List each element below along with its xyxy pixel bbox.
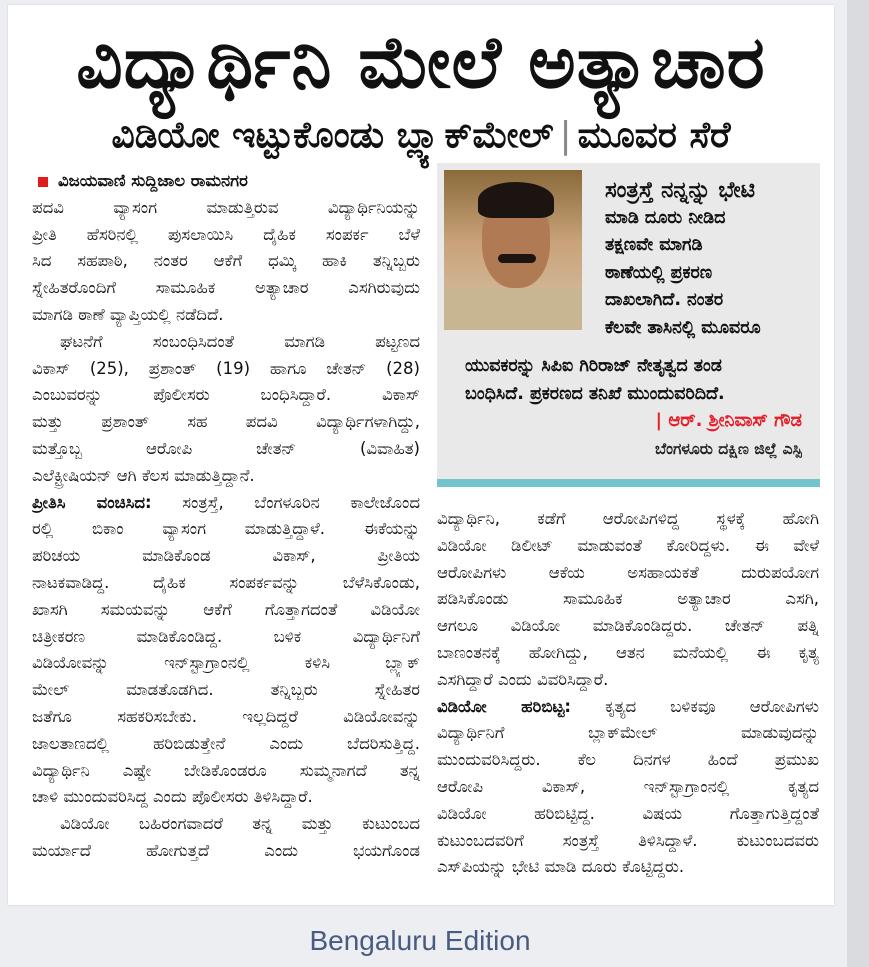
byline (32, 168, 420, 195)
text-line: ಆರೋಪಿ ವಿಕಾಸ್, ಇನ್‌ಸ್ಟಾಗ್ರಾಂನಲ್ಲಿ ಕೃತ್ಯದ (437, 776, 819, 796)
text-line: ಎಂಬುವರನ್ನು ಪೊಲೀಸರು ಬಂಧಿಸಿದ್ದಾರೆ. ವಿಕಾಸ್ (32, 385, 420, 405)
left-column (32, 168, 420, 865)
subheadline (8, 111, 834, 161)
headline: ವಿದ್ಯಾರ್ಥಿನಿ ಮೇಲೆ ಅತ್ಯಾಚಾರ (76, 20, 766, 104)
quote-line: ಠಾಣೆಯಲ್ಲಿ ಪ್ರಕರಣ (605, 262, 713, 283)
paragraph-6 (437, 720, 819, 881)
text-line: ಬಾಣಂತನಕ್ಕೆ ಹೋಗಿದ್ದು, ಆತನ ಮನೆಯಲ್ಲಿ ಈ ಕೃತ್ಯ (437, 642, 819, 662)
text-line: ವಿಡಿಯೋ ಬಹಿರಂಗವಾದರೆ ತನ್ನ ಮತ್ತು ಕುಟುಂಬದ (60, 814, 420, 834)
quote-line: ಕೆಲವೇ ತಾಸಿನಲ್ಲಿ ಮೂವರೂ (605, 317, 761, 338)
paragraph-6-first-line (437, 694, 819, 721)
text-line: ಘಟನೆಗೆ ಸಂಬಂಧಿಸಿದಂತೆ ಮಾಗಡಿ ಪಟ್ಟಣದ (60, 331, 420, 351)
text-line: ರಲ್ಲಿ ಬಿಕಾಂ ವ್ಯಾಸಂಗ ಮಾಡುತ್ತಿದ್ದಾಳೆ. ಈಕೆಯನ್ನು (32, 519, 420, 539)
text-line: ವಿಕಾಸ್ (25), ಪ್ರಶಾಂತ್ (19) ಹಾಗೂ ಚೇತನ್ (28) (32, 358, 420, 378)
text-line: ಪಡಿಸಿಕೊಂಡು ಸಾಮೂಹಿಕ ಅತ್ಯಾಚಾರ ಎಸಗಿ, (437, 589, 819, 609)
quote-text-short (605, 177, 761, 342)
paragraph-1 (32, 195, 420, 329)
paragraph-5 (437, 506, 819, 694)
side-scroll-strip (847, 0, 869, 967)
text-line: ವಿದ್ಯಾರ್ಥಿನಿ ಎಷ್ಟೇ ಬೇಡಿಕೊಂಡರೂ ಸುಮ್ಮನಾಗದೆ ತನ್ನ (32, 760, 420, 780)
subhead-video-haribitta: ವಿಡಿಯೋ ಹರಿಬಿಟ್ಟ: (437, 696, 571, 716)
text-line: ವಿಡಿಯೋವನ್ನು ಇನ್‌ಸ್ಟಾಗ್ರಾಂನಲ್ಲಿ ಕಳಿಸಿ ಬ್ಲ್ಯಾಕ್ (32, 653, 420, 673)
text-line: ಕುಟುಂಬದವರಿಗೆ ಸಂತ್ರಸ್ತೆ ತಿಳಿಸಿದ್ದಾಳೆ. ಕುಟುಂಬದವರು (437, 830, 819, 850)
subheadline-left: ವಿಡಿಯೋ ಇಟ್ಟುಕೊಂಡು ಬ್ಲ್ಯಾಕ್‌ಮೇಲ್ (111, 115, 554, 156)
paragraph-4 (32, 811, 420, 865)
subheadline-right: ಮೂವರ ಸೆರೆ (577, 115, 731, 156)
text-line: ಎಲೆಕ್ಟ್ರೀಷಿಯನ್ ಆಗಿ ಕೆಲಸ ಮಾಡುತ್ತಿದ್ದಾನೆ. (32, 465, 255, 485)
text-line: ಆಗಲೂ ವಿಡಿಯೋ ಮಾಡಿಕೊಂಡಿದ್ದರು. ಚೇತನ್ ಪತ್ನಿ (437, 616, 819, 636)
quote-line: ತಕ್ಷಣವೇ ಮಾಗಡಿ (605, 235, 703, 255)
text-line: ಎಸಗಿದ್ದಾರೆ ಎಂದು ವಿವರಿಸಿದ್ದಾರೆ. (437, 669, 609, 689)
text-line: ಮುಂದುವರಿಸಿದ್ದರು. ಕೆಲ ದಿನಗಳ ಹಿಂದೆ ಪ್ರಮುಖ (437, 750, 819, 770)
teal-bar (437, 479, 820, 487)
text-line: ವಿಡಿಯೋ ಡಿಲೀಟ್ ಮಾಡುವಂತೆ ಕೋರಿದ್ದಳು. ಈ ವೇಳೆ (437, 535, 819, 555)
quote-text-full (465, 353, 725, 408)
quote-line: ಸಂತ್ರಸ್ತೆ ನನ್ನನ್ನು ಭೇಟಿ (605, 178, 756, 203)
subheadline-separator: | (559, 115, 572, 156)
uniform (444, 288, 582, 330)
text-line: ಮತ್ತು ಪ್ರಶಾಂತ್ ಸಹ ಪದವಿ ವಿದ್ಯಾರ್ಥಿಗಳಾಗಿದ್ದು, (32, 412, 420, 432)
mustache (498, 254, 536, 263)
text-line: ವಿಡಿಯೋ ಹರಿಬಿಟ್ಟಿದ್ದ. ವಿಷಯ ಗೊತ್ತಾಗುತ್ತಿದ್ದಂತೆ (437, 803, 819, 823)
text-line: ಪರಿಚಯ ಮಾಡಿಕೊಂಡ ವಿಕಾಸ್, ಪ್ರೀತಿಯ (32, 546, 420, 566)
text-line: ಚಾಳಿ ಮುಂದುವರಿಸಿದ್ದ ಎಂದು ಪೊಲೀಸರು ತಿಳಿಸಿದ್ದಾರೆ. (32, 787, 313, 807)
text-line: ಪದವಿ ವ್ಯಾಸಂಗ ಮಾಡುತ್ತಿರುವ ವಿದ್ಯಾರ್ಥಿನಿಯನ್ನು (32, 197, 420, 217)
right-column (437, 506, 819, 881)
text-line: ನಾಟಕವಾಡಿದ್ದ. ದೈಹಿಕ ಸಂಪರ್ಕವನ್ನು ಬೆಳೆಸಿಕೊಂಡು, (32, 572, 420, 592)
paragraph-3-first-line (32, 490, 420, 517)
text-line: ವಿದ್ಯಾರ್ಥಿನಿಗೆ ಬ್ಲಾಕ್‌ಮೇಲ್ ಮಾಡುವುದನ್ನು (437, 723, 819, 743)
quote-line: ದಾಖಲಾಗಿದೆ. ನಂತರ (605, 290, 724, 310)
text-line: ಎಸ್‌ಪಿಯನ್ನು ಭೇಟಿ ಮಾಡಿ ದೂರು ಕೊಟ್ಟಿದ್ದರು. (437, 857, 685, 877)
paragraph-3 (32, 516, 420, 811)
subhead-preethisi: ಪ್ರೀತಿಸಿ ವಂಚಿಸಿದ: (32, 492, 152, 512)
text-line: ವಿದ್ಯಾರ್ಥಿನಿ, ಕಡೆಗೆ ಆರೋಪಿಗಳಿದ್ದ ಸ್ಥಳಕ್ಕೆ ಹೋಗಿ (437, 509, 819, 528)
text-line: ಆರೋಪಿಗಳು ಆಕೆಯ ಅಸಹಾಯಕತೆ ದುರುಪಯೋಗ (437, 562, 819, 582)
edition-label: Bengaluru Edition (309, 925, 531, 956)
paragraph-2 (32, 329, 420, 490)
line-text: ಕೃತ್ಯದ ಬಳಿಕವೂ ಆರೋಪಿಗಳು (605, 696, 819, 716)
text-line: ಮೇಲ್ ಮಾಡತೊಡಗಿದ. ತನ್ನಿಬ್ಬರು ಸ್ನೇಹಿತರ (32, 680, 420, 700)
quote-box (437, 163, 820, 479)
text-line: ಚಿತ್ರೀಕರಣ ಮಾಡಿಕೊಂಡಿದ್ದ. ಬಳಿಕ ವಿದ್ಯಾರ್ಥಿನಿಗೆ (32, 626, 420, 646)
byline-text: ವಿಜಯವಾಣಿ ಸುದ್ದಿಜಾಲ ರಾಮನಗರ (58, 171, 248, 190)
text-line: ಮತ್ತೊಬ್ಬ ಆರೋಪಿ ಚೇತನ್ (ವಿವಾಹಿತ) (32, 438, 420, 458)
line-text: ಸಂತ್ರಸ್ತೆ, ಬೆಂಗಳೂರಿನ ಕಾಲೇಜೊಂದ (182, 492, 420, 512)
hair (478, 182, 554, 218)
sp-photo (444, 170, 582, 330)
text-line: ಮಾಗಡಿ ಠಾಣೆ ವ್ಯಾಪ್ತಿಯಲ್ಲಿ ನಡೆದಿದೆ. (32, 304, 224, 324)
quote-author-role: ಬೆಂಗಳೂರು ದಕ್ಷಿಣ ಜಿಲ್ಲೆ ಎಸ್ಪಿ (654, 440, 802, 458)
text-line: ಮರ್ಯಾದೆ ಹೋಗುತ್ತದೆ ಎಂದು ಭಯಗೊಂಡ (32, 840, 420, 860)
quote-line: ಬಂಧಿಸಿದೆ. ಪ್ರಕರಣದ ತನಿಖೆ ಮುಂದುವರಿದಿದೆ. (465, 383, 725, 404)
quote-author: | ಆರ್. ಶ್ರೀನಿವಾಸ್ ಗೌಡ (655, 410, 802, 431)
red-square-icon (38, 177, 48, 187)
text-line: ಪ್ರೀತಿ ಹೆಸರಿನಲ್ಲಿ ಪುಸಲಾಯಿಸಿ ದೈಹಿಕ ಸಂಪರ್ಕ ಬೆಳೆ (32, 224, 420, 244)
quote-line: ಯುವಕರನ್ನು ಸಿಪಿಐ ಗಿರಿರಾಜ್ ನೇತೃತ್ವದ ತಂಡ (465, 356, 722, 376)
text-line: ಜತೆಗೂ ಸಹಕರಿಸಬೇಕು. ಇಲ್ಲದಿದ್ದರೆ ವಿಡಿಯೋವನ್ನು (32, 706, 420, 726)
quote-line: ಮಾಡಿ ದೂರು ನೀಡಿದ (605, 207, 726, 228)
text-line: ಸಿದ ಸಹಪಾಠಿ, ನಂತರ ಆಕೆಗೆ ಧಮ್ಕಿ ಹಾಕಿ ತನ್ನಿಬ್ಬರು (32, 251, 420, 271)
text-line: ಖಾಸಗಿ ಸಮಯವನ್ನು ಆಕೆಗೆ ಗೊತ್ತಾಗದಂತೆ ವಿಡಿಯೋ (32, 599, 420, 619)
text-line: ಸ್ನೇಹಿತರೊಂದಿಗೆ ಸಾಮೂಹಿಕ ಅತ್ಯಾಚಾರ ಎಸಗಿರುವುದು (32, 278, 420, 298)
text-line: ಜಾಲತಾಣದಲ್ಲಿ ಹರಿಬಿಡುತ್ತೇನೆ ಎಂದು ಬೆದರಿಸುತ್ತಿದ್ದ. (32, 733, 420, 753)
